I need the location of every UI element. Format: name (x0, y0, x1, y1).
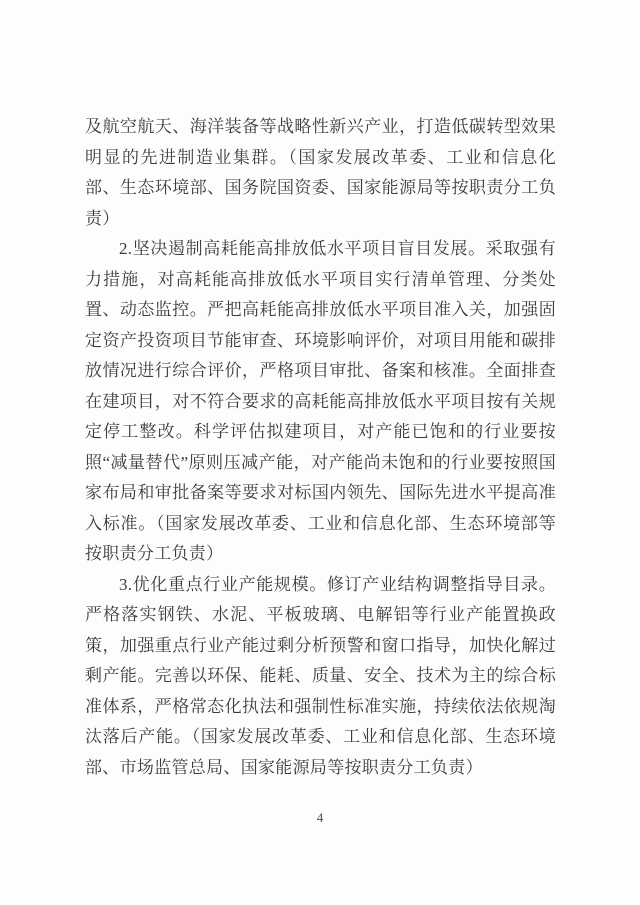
paragraph-item-2 (85, 234, 556, 570)
paragraph-text: 采取强有力措施，对高耗能高排放低水平项目实行清单管理、分类处置、动态监控。严把高耗能高排放低水平项目准入关，加强固定资产投资项目节能审查、环境影响评价，对项目用能和碳排放情况进行综合评价，严格项目审批、备案和核准。全面排查在建项目，对不符合要求的高耗能高排放低水平项目按有关规定停工整改。科学评估拟建项目，对产能已饱和的行业要按照“减量替代”原则压减产能，对产能尚未饱和的行业要按照国家布局和审批备案等要求对标国内领先、国际先进水平提高准入标准。（国家发展改革委、工业和信息化部、生态环境部等按职责分工负责） (85, 239, 556, 563)
document-body (85, 112, 556, 783)
page-number: 4 (316, 810, 324, 825)
paragraph-item-3 (85, 570, 556, 784)
item-2-lead-sentence: 2.坚决遏制高耗能高排放低水平项目盲目发展。 (119, 239, 486, 258)
item-3-lead-sentence: 3.优化重点行业产能规模。 (119, 574, 327, 594)
paragraph-continuation (85, 112, 556, 234)
paragraph-text: 及航空航天、海洋装备等战略性新兴产业，打造低碳转型效果明显的先进制造业集群。（国家发展改革委、工业和信息化部、生态环境部、国务院国资委、国家能源局等按职责分工负责） (85, 117, 556, 228)
paragraph-text: 修订产业结构调整指导目录。严格落实钢铁、水泥、平板玻璃、电解铝等行业产能置换政策，加强重点行业产能过剩分析预警和窗口指导，加快化解过剩产能。完善以环保、能耗、质量、安全、技术为主的综合标准体系，严格常态化执法和强制性标准实施，持续依法依规淘汰落后产能。（国家发展改革委、工业和信息化部、生态环境部、市场监管总局、国家能源局等按职责分工负责） (85, 574, 556, 777)
